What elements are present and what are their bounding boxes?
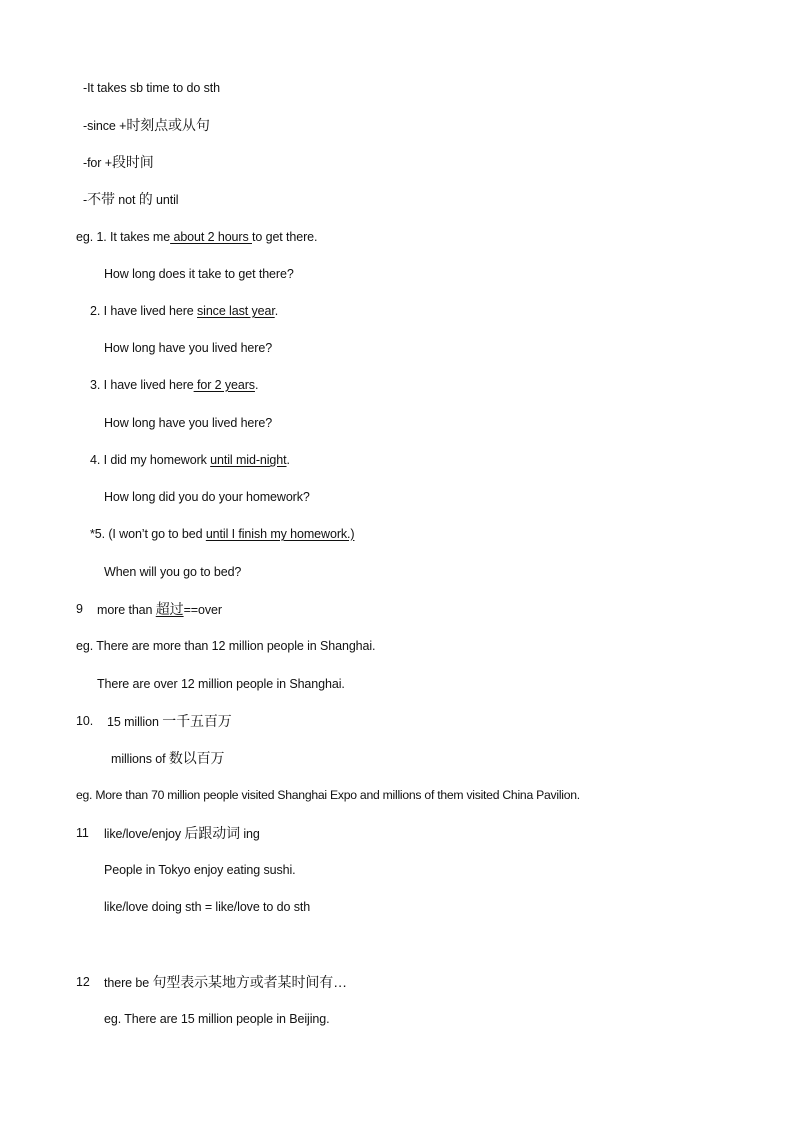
text-line: like/love doing sth = like/love to do sth: [104, 900, 311, 914]
question-line: How long have you lived here?: [104, 416, 273, 430]
text-line: -for +段时间: [83, 154, 154, 170]
numbered-heading: 9: [76, 602, 83, 616]
heading-text: 15 million 一千五百万: [107, 713, 232, 729]
example-line: People in Tokyo enjoy eating sushi.: [104, 863, 296, 877]
question-line: How long have you lived here?: [104, 341, 273, 355]
example-line: 2. I have lived here since last year.: [90, 304, 279, 318]
example-line: 4. I did my homework until mid-night.: [90, 453, 290, 467]
heading-text: there be 句型表示某地方或者某时间有…: [104, 974, 348, 990]
numbered-heading: 10.: [76, 714, 94, 728]
example-line: eg. There are 15 million people in Beijing.: [104, 1012, 330, 1026]
text-line: -不带 not 的 until: [83, 191, 179, 207]
numbered-heading: 12: [76, 975, 90, 989]
question-line: How long does it take to get there?: [104, 267, 294, 281]
numbered-heading: 11: [76, 826, 89, 840]
example-line: There are over 12 million people in Shanghai.: [97, 677, 345, 691]
text-line: -It takes sb time to do sth: [83, 81, 220, 95]
example-line: eg. 1. It takes me about 2 hours to get there.: [76, 230, 318, 244]
example-line: 3. I have lived here for 2 years.: [90, 378, 259, 392]
example-line: eg. More than 70 million people visited Shanghai Expo and millions of them visited China Pavilion.: [76, 788, 580, 802]
question-line: How long did you do your homework?: [104, 490, 310, 504]
heading-text: like/love/enjoy 后跟动词 ing: [104, 825, 260, 841]
text-line: -since +时刻点或从句: [83, 117, 210, 133]
underlined-phrase: 超过: [155, 601, 184, 617]
question-line: When will you go to bed?: [104, 565, 242, 579]
example-line: *5. (I won’t go to bed until I finish my homework.): [90, 527, 355, 541]
underlined-phrase: about 2 hours: [170, 230, 252, 244]
underlined-phrase: since last year: [197, 304, 275, 318]
text-line: millions of 数以百万: [111, 750, 225, 766]
underlined-phrase: until mid-night: [210, 453, 287, 467]
underlined-phrase: for 2 years: [193, 378, 255, 392]
heading-text: more than 超过==over: [97, 601, 222, 617]
underlined-phrase: until I finish my homework.): [205, 527, 355, 541]
example-line: eg. There are more than 12 million people in Shanghai.: [76, 639, 376, 653]
